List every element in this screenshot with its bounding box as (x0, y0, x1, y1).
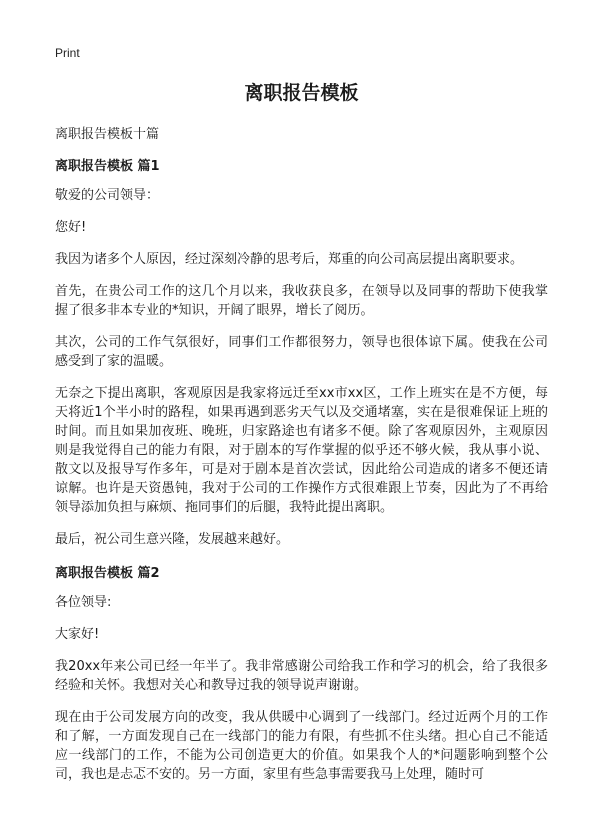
paragraph: 我20xx年来公司已经一年半了。我非常感谢公司给我工作和学习的机会，给了我很多经验和关怀。我想对关心和教导过我的领导说声谢谢。 (55, 659, 548, 693)
greeting: 您好! (55, 220, 87, 235)
paragraph: 其次，公司的工作气氛很好，同事们工作都很努力，领导也很体谅下属。使我在公司感受到了家的温暖。 (55, 335, 548, 369)
greeting: 大家好! (55, 627, 100, 642)
salutation: 各位领导: (55, 595, 112, 610)
closing-paragraph: 最后，祝公司生意兴隆，发展越来越好。 (55, 532, 290, 547)
document-subtitle: 离职报告模板十篇 (55, 127, 160, 142)
section-2 (55, 562, 548, 784)
salutation: 敬爱的公司领导： (55, 188, 160, 203)
print-label: Print (55, 46, 80, 60)
section-heading: 离职报告模板 篇1 (55, 159, 160, 174)
paragraph: 无奈之下提出离职，客观原因是我家将远迁至xx市xx区，工作上班实在是不方便，每天将近1个半小时的路程，如果再遇到恶劣天气以及交通堵塞，实在是很难保证上班的时间。而且如果加夜班、晚班，归家路途也有诸多不便。除了客观原因外，主观原因则是我觉得自己的能力有限，对于剧本的写作掌握的似乎还不够火候，我从事小说、散文以及报导写作多年，可是对于剧本是首次尝试，因此给公司造成的诸多不便还请谅解。也许是天资愚钝，我对于公司的工作操作方式很难跟上节奏，因此为了不再给领导添加负担与麻烦、拖同事们的后腿，我特此提出离职。 (55, 386, 548, 515)
paragraph: 首先，在贵公司工作的这几个月以来，我收获良多，在领导以及同事的帮助下使我掌握了很多非本专业的*知识，开阔了眼界，增长了阅历。 (55, 284, 548, 318)
section-heading: 离职报告模板 篇2 (55, 566, 160, 581)
document-title: 离职报告模板 (244, 82, 359, 104)
paragraph: 我因为诸多个人原因，经过深刻冷静的思考后，郑重的向公司高层提出离职要求。 (55, 252, 524, 267)
paragraph: 现在由于公司发展方向的改变，我从供暖中心调到了一线部门。经过近两个月的工作和了解，一方面发现自己在一线部门的能力有限，有些抓不住头绪。担心自己不能适应一线部门的工作，不能为公司创造更大的价值。如果我个人的*问题影响到整个公司，我也是忐忑不安的。另一方面，家里有些急事需要我马上处理，随时可 (55, 710, 548, 782)
section-1 (55, 155, 548, 549)
